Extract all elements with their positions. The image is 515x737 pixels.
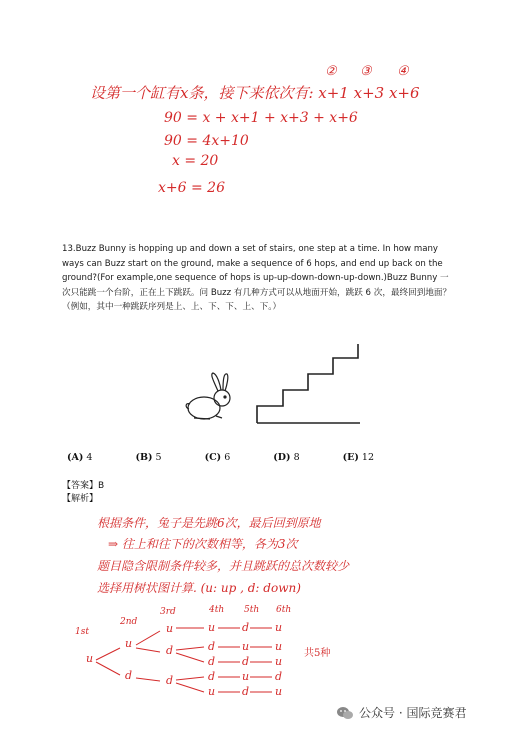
tree-node: u xyxy=(275,655,283,668)
watermark: 公众号 · 国际竞赛君 xyxy=(337,704,466,721)
tree-node: d xyxy=(242,621,250,634)
wechat-icon xyxy=(337,706,353,720)
step-circle-2: ② xyxy=(325,64,337,79)
tree-node: d xyxy=(242,685,250,698)
analysis-line-3: 题目隐含限制条件较多，并且跳跃的总次数较少 xyxy=(97,559,350,573)
tree-node: u xyxy=(242,670,250,683)
tree-node: u xyxy=(275,640,283,653)
analysis-label: 【解析】 xyxy=(62,494,99,504)
tree-node: u xyxy=(275,685,283,698)
analysis-line-1: 根据条件，兔子是先跳6次，最后回到原地 xyxy=(97,516,321,530)
tree-node: u xyxy=(166,622,174,635)
level-1st: 1st xyxy=(75,627,89,637)
level-3rd: 3rd xyxy=(160,607,176,617)
answer-label: 【答案】B xyxy=(62,481,105,491)
tree-node: d xyxy=(125,669,133,682)
analysis-line-4: 选择用树状图计算. (u: up , d: down) xyxy=(97,581,301,595)
equation-1: 90 = x + x+1 + x+3 + x+6 xyxy=(164,110,358,126)
tree-node: d xyxy=(208,655,216,668)
choice-a: (A) 4 xyxy=(67,452,93,463)
equation-2: 90 = 4x+10 xyxy=(164,133,249,149)
choice-d: (D) 8 xyxy=(273,452,300,463)
tree-node: u xyxy=(125,637,133,650)
tree-node: d xyxy=(275,670,283,683)
choice-b: (B) 5 xyxy=(135,452,162,463)
tree-root: u xyxy=(86,652,94,665)
tree-node: d xyxy=(208,670,216,683)
tree-node: u xyxy=(275,621,283,634)
step-circle-4: ④ xyxy=(397,64,409,79)
tree-node: d xyxy=(242,655,250,668)
tree-node: d xyxy=(208,640,216,653)
step-circle-3: ③ xyxy=(360,64,372,79)
level-6th: 6th xyxy=(276,605,292,615)
level-5th: 5th xyxy=(244,605,260,615)
equation-4: x+6 = 26 xyxy=(158,180,225,196)
tree-result: 共5种 xyxy=(304,648,331,659)
tree-node: d xyxy=(166,674,174,687)
tree-node: u xyxy=(242,640,250,653)
analysis-line-2: ⇒ 往上和往下的次数相等，各为3次 xyxy=(108,537,298,551)
question-text: 13.Buzz Bunny is hopping up and down a set of stairs, one step at a time. In how many ways can Buzz start on the ground, make a sequence of 6 hops, and end up back on the ground?(For example,one sequence of hops is up-up-down-down-up-down.)Buzz Bunny 一次只能跳一个台阶，正在上下跳跃。问 Buzz 有几种方式可以从地面开始，跳跃 6 次，最终回到地面？（例如，其中一种跳跃序列是上、上、下、下、上、下。） xyxy=(62,244,452,312)
choice-c: (C) 6 xyxy=(204,452,231,463)
tree-node: u xyxy=(208,685,216,698)
equation-3: x = 20 xyxy=(172,153,219,169)
tree-node: d xyxy=(166,644,174,657)
solution-line-1: 设第一个缸有x条，接下来依次有: x+1 x+3 x+6 xyxy=(90,84,420,102)
level-2nd: 2nd xyxy=(120,617,138,627)
tree-node: u xyxy=(208,621,216,634)
level-4th: 4th xyxy=(209,605,225,615)
choice-e: (E) 12 xyxy=(342,452,374,463)
